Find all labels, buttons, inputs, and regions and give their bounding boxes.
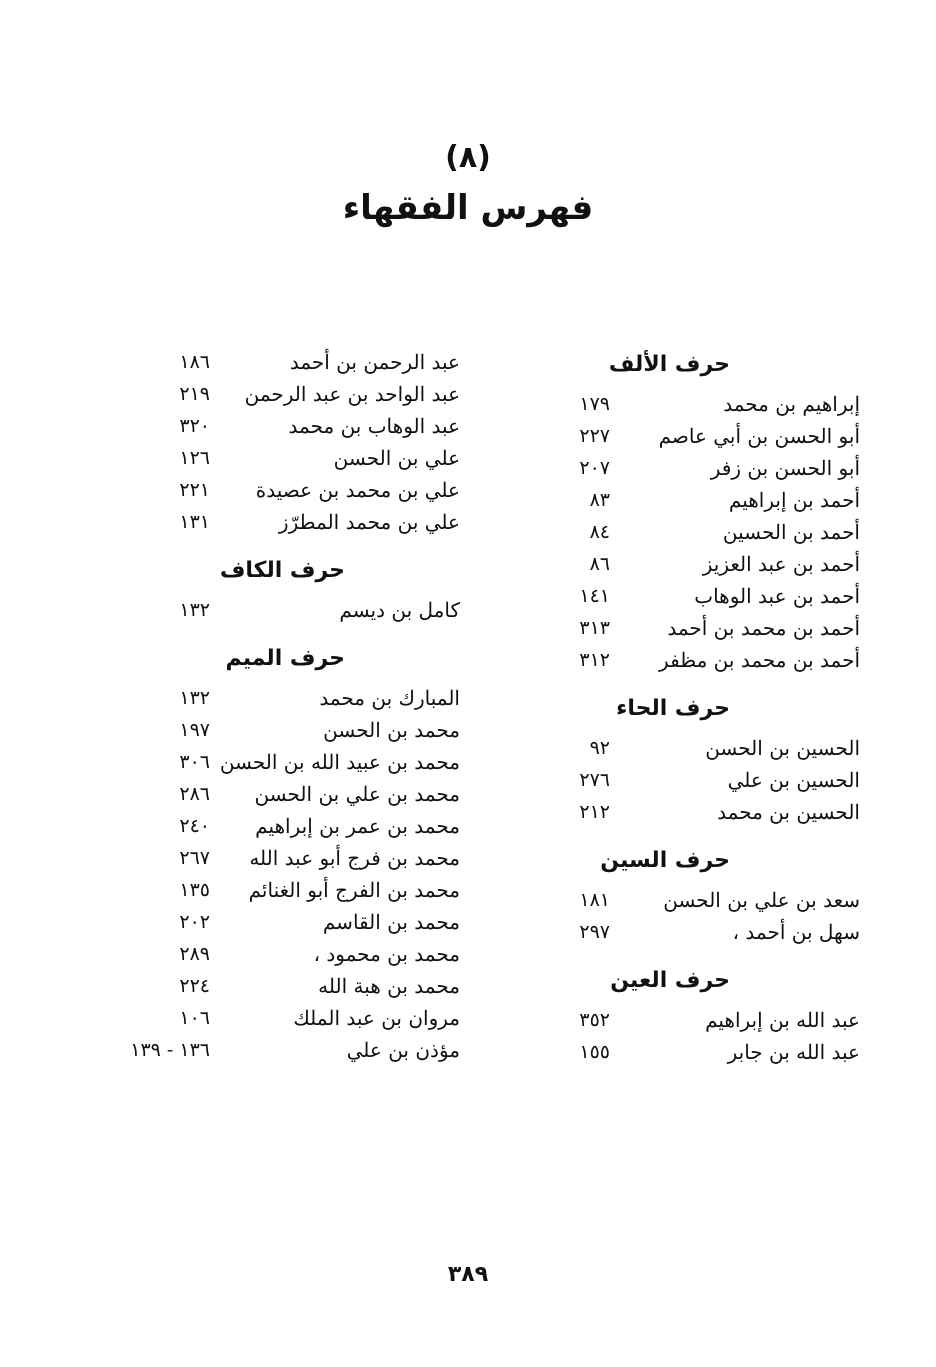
left-column (100, 346, 460, 1066)
jurist-name: محمد بن القاسم (322, 910, 460, 934)
letter-heading-text: حرف الميم (225, 646, 345, 671)
index-entry (500, 884, 860, 916)
page-reference: ١٣٢ (179, 687, 210, 709)
page-reference: ٢٢١ (179, 479, 210, 501)
jurist-name: أبو الحسن بن زفر (710, 456, 860, 480)
index-entry (500, 732, 860, 764)
index-entry (100, 442, 460, 474)
page-reference: ١٨٦ (179, 351, 210, 373)
index-entry (100, 714, 460, 746)
jurist-name: محمد بن فرج أبو عبد الله (249, 846, 460, 870)
letter-heading (100, 636, 460, 682)
jurist-name: الحسين بن الحسن (705, 736, 860, 760)
index-entry (500, 1004, 860, 1036)
jurist-name: عبد الرحمن بن أحمد (289, 350, 460, 374)
jurist-name: محمد بن علي بن الحسن (254, 782, 460, 806)
page-reference: ٢٢٤ (179, 975, 210, 997)
jurist-name: مروان بن عبد الملك (293, 1006, 460, 1030)
jurist-name: عبد الوهاب بن محمد (288, 414, 460, 438)
page-reference: ٢٤٠ (179, 815, 210, 837)
jurist-name: أحمد بن عبد الوهاب (694, 584, 860, 608)
index-entry (100, 874, 460, 906)
page-reference: ١٧٩ (579, 393, 610, 415)
index-entry (100, 778, 460, 810)
page-reference: ٩٢ (589, 737, 610, 759)
page-reference: ٢٨٦ (179, 783, 210, 805)
index-entry (500, 916, 860, 948)
index-entry (500, 516, 860, 548)
page-reference: ١٤١ (579, 585, 610, 607)
jurist-name: علي بن محمد بن عصيدة (255, 478, 460, 502)
jurist-name: محمد بن الفرج أبو الغنائم (248, 878, 460, 902)
section-spacer (500, 676, 860, 686)
letter-heading-text: حرف الألف (608, 352, 730, 377)
index-entry (100, 378, 460, 410)
index-entry (100, 410, 460, 442)
page-reference: ١٣٦ - ١٣٩ (130, 1039, 210, 1061)
page-reference: ١٠٦ (179, 1007, 210, 1029)
jurist-name: كامل بن ديسم (339, 598, 460, 622)
index-entry (100, 970, 460, 1002)
index-entry (500, 452, 860, 484)
page-reference: ٨٦ (589, 553, 610, 575)
jurist-name: سهل بن أحمد ، (732, 920, 860, 944)
jurist-name: أحمد بن محمد بن مظفر (659, 648, 860, 672)
jurist-name: علي بن محمد المطرّز (278, 510, 460, 534)
page-reference: ١٩٧ (179, 719, 210, 741)
index-entry (100, 842, 460, 874)
page-reference: ١٣٢ (179, 599, 210, 621)
page-reference: ٨٤ (589, 521, 610, 543)
section-number: (٨) (445, 140, 491, 175)
page-reference: ٢٨٩ (179, 943, 210, 965)
letter-heading-text: حرف السين (600, 848, 730, 873)
jurist-name: الحسين بن علي (727, 768, 860, 792)
section-spacer (100, 626, 460, 636)
jurist-name: أبو الحسن بن أبي عاصم (658, 424, 860, 448)
letter-heading (500, 958, 860, 1004)
letter-heading (100, 548, 460, 594)
jurist-name: محمد بن عبيد الله بن الحسن (219, 750, 460, 774)
jurist-name: عبد الواحد بن عبد الرحمن (244, 382, 460, 406)
index-entry (100, 506, 460, 538)
index-entry (100, 682, 460, 714)
page-reference: ٣٠٦ (179, 751, 210, 773)
section-spacer (100, 538, 460, 548)
letter-heading-text: حرف الحاء (616, 696, 730, 721)
index-entry (100, 906, 460, 938)
page-reference: ٢٠٧ (579, 457, 610, 479)
letter-heading-text: حرف العين (610, 968, 730, 993)
section-spacer (500, 828, 860, 838)
jurist-name: الحسين بن محمد (717, 800, 860, 824)
jurist-name: أحمد بن الحسين (722, 520, 860, 544)
page-number: ٣٨٩ (447, 1262, 489, 1287)
jurist-name: عبد الله بن جابر (727, 1040, 860, 1064)
page-reference: ٣٢٠ (179, 415, 210, 437)
page-reference: ٢٠٢ (179, 911, 210, 933)
index-entry (500, 420, 860, 452)
letter-heading-text: حرف الكاف (219, 558, 345, 583)
index-entry (100, 1002, 460, 1034)
jurist-name: محمد بن محمود ، (313, 942, 460, 966)
index-entry (500, 764, 860, 796)
section-spacer (500, 948, 860, 958)
page-reference: ١٢٦ (179, 447, 210, 469)
page-title: فهرس الفقهاء (342, 188, 594, 228)
jurist-name: أحمد بن عبد العزيز (702, 552, 860, 576)
page-reference: ٢٩٧ (579, 921, 610, 943)
jurist-name: محمد بن عمر بن إبراهيم (255, 814, 460, 838)
page-reference: ١٣٥ (179, 879, 210, 901)
page-reference: ٨٣ (589, 489, 610, 511)
index-entry (100, 938, 460, 970)
page-reference: ٣١٢ (579, 649, 610, 671)
index-entry (500, 1036, 860, 1068)
jurist-name: علي بن الحسن (333, 446, 460, 470)
letter-heading (500, 686, 860, 732)
index-entry (100, 346, 460, 378)
jurist-name: أحمد بن محمد بن أحمد (667, 616, 860, 640)
index-entry (100, 594, 460, 626)
page-reference: ٢١٢ (579, 801, 610, 823)
index-entry (500, 796, 860, 828)
page-reference: ٢٧٦ (579, 769, 610, 791)
letter-heading (500, 838, 860, 884)
index-entry (100, 746, 460, 778)
jurist-name: عبد الله بن إبراهيم (705, 1008, 860, 1032)
index-entry (500, 388, 860, 420)
index-entry (100, 810, 460, 842)
index-entry (100, 474, 460, 506)
jurist-name: إبراهيم بن محمد (723, 392, 860, 416)
index-entry (500, 612, 860, 644)
page-reference: ١٨١ (579, 889, 610, 911)
jurist-name: أحمد بن إبراهيم (728, 488, 860, 512)
jurist-name: مؤذن بن علي (346, 1038, 460, 1062)
page-reference: ٢٦٧ (179, 847, 210, 869)
page-reference: ١٥٥ (579, 1041, 610, 1063)
jurist-name: محمد بن الحسن (323, 718, 460, 742)
jurist-name: محمد بن هبة الله (318, 974, 460, 998)
page-reference: ٣١٣ (579, 617, 610, 639)
jurist-name: المبارك بن محمد (319, 686, 460, 710)
page-reference: ١٣١ (179, 511, 210, 533)
index-entry (500, 580, 860, 612)
index-entry (500, 644, 860, 676)
page-reference: ٢١٩ (179, 383, 210, 405)
jurist-name: سعد بن علي بن الحسن (663, 888, 860, 912)
index-entry (100, 1034, 460, 1066)
page-reference: ٣٥٢ (579, 1009, 610, 1031)
index-entry (500, 548, 860, 580)
right-column (500, 342, 860, 1068)
letter-heading (500, 342, 860, 388)
page-reference: ٢٢٧ (579, 425, 610, 447)
index-entry (500, 484, 860, 516)
